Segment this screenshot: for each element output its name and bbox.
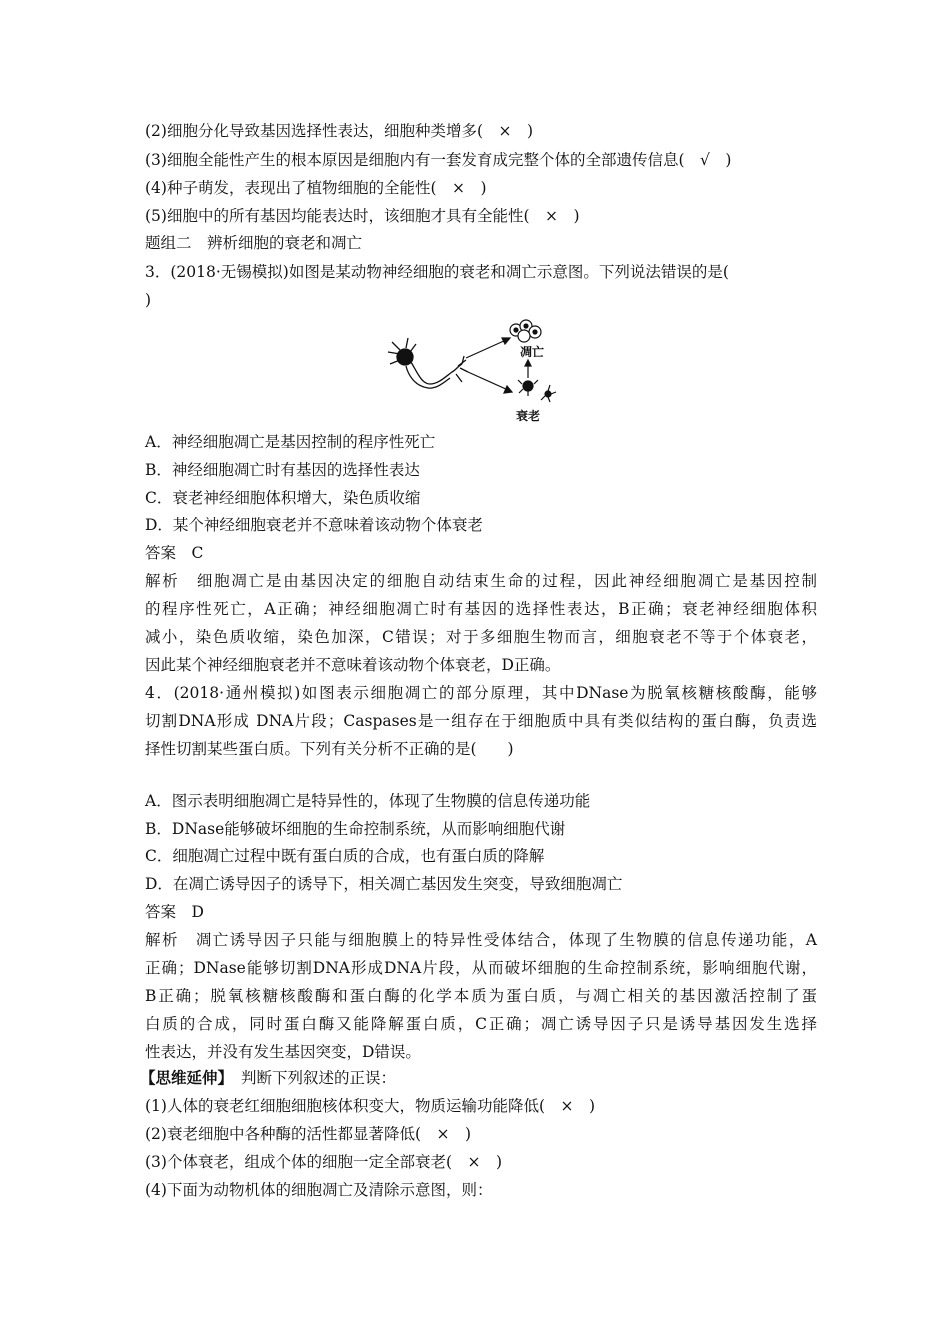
neuron-icon xyxy=(388,338,468,388)
q3-option-a: A．神经细胞凋亡是基因控制的程序性死亡 xyxy=(145,433,436,451)
statement-5: (5)细胞中的所有基因均能表达时，该细胞才具有全能性( × ) xyxy=(145,207,580,225)
q4-analysis-line: 解析 凋亡诱导因子只能与细胞膜上的特异性受体结合，体现了生物膜的信息传递功能，A xyxy=(145,931,817,949)
extension-item-1: (1)人体的衰老红细胞细胞核体积变大，物质运输功能降低( × ) xyxy=(145,1097,596,1115)
q3-analysis-line: 解析 细胞凋亡是由基因决定的细胞自动结束生命的过程，因此神经细胞凋亡是基因控制 xyxy=(145,572,817,590)
q3-answer: 答案 C xyxy=(145,544,204,562)
q3-option-c: C．衰老神经细胞体积增大，染色质收缩 xyxy=(145,489,421,507)
q4-analysis-line: 正确；DNase能够切割DNA形成DNA片段，从而破坏细胞的生命控制系统，影响细胞代谢， xyxy=(145,959,817,977)
q4-option-d: D．在凋亡诱导因子的诱导下，相关凋亡基因发生突变，导致细胞凋亡 xyxy=(145,875,623,893)
extension-intro: 判断下列叙述的正误： xyxy=(241,1069,397,1087)
aged-cell-icon xyxy=(518,380,556,402)
section-heading: 题组二 辨析细胞的衰老和凋亡 xyxy=(145,234,363,252)
extension-item-3: (3)个体衰老，组成个体的细胞一定全部衰老( × ) xyxy=(145,1153,503,1171)
arrow-to-aging xyxy=(468,372,508,390)
q4-answer: 答案 D xyxy=(145,903,204,921)
q3-analysis-line: 因此某个神经细胞衰老并不意味着该动物个体衰老，D正确。 xyxy=(145,656,561,674)
q4-stem-line: 切割DNA形成 DNA片段；Caspases是一组存在于细胞质中具有类似结构的蛋白酶，负责选 xyxy=(145,712,817,730)
q3-option-d: D．某个神经细胞衰老并不意味着该动物个体衰老 xyxy=(145,516,483,534)
q4-stem-line: 择性切割某些蛋白质。下列有关分析不正确的是( ) xyxy=(145,740,514,758)
label-apoptosis: 凋亡 xyxy=(520,345,545,359)
q4-option-c: C．细胞凋亡过程中既有蛋白质的合成，也有蛋白质的降解 xyxy=(145,847,545,865)
q4-analysis-line: 白质的合成，同时蛋白酶又能降解蛋白质，C正确；凋亡诱导因子只是诱导基因发生选择 xyxy=(145,1015,817,1033)
q4-stem-line: 4．(2018·通州模拟)如图表示细胞凋亡的部分原理，其中DNase为脱氧核糖核酸酶，能够 xyxy=(145,684,817,702)
neuron-aging-apoptosis-figure xyxy=(378,314,562,426)
q4-option-b: B．DNase能够破坏细胞的生命控制系统，从而影响细胞代谢 xyxy=(145,820,566,838)
apoptotic-cell-icon xyxy=(510,320,541,342)
q4-analysis-line: B正确；脱氧核糖核酸酶和蛋白酶的化学本质为蛋白质，与凋亡相关的基因激活控制了蛋 xyxy=(145,987,817,1005)
q4-option-a: A．图示表明细胞凋亡是特异性的，体现了生物膜的信息传递功能 xyxy=(145,792,591,810)
q3-stem-bracket: ) xyxy=(145,291,152,309)
q3-analysis-line: 减小，染色质收缩，染色加深，C错误；对于多细胞生物而言，细胞衰老不等于个体衰老， xyxy=(145,628,817,646)
extension-item-4: (4)下面为动物机体的细胞凋亡及清除示意图，则： xyxy=(145,1181,493,1199)
q4-analysis-line: 性表达，并没有发生基因突变，D错误。 xyxy=(145,1043,421,1061)
figure-svg xyxy=(378,314,562,426)
extension-title: 【思维延伸】 xyxy=(140,1068,234,1087)
statement-4: (4)种子萌发，表现出了植物细胞的全能性( × ) xyxy=(145,179,487,197)
q3-option-b: B．神经细胞凋亡时有基因的选择性表达 xyxy=(145,461,420,479)
q3-stem: 3．(2018·无锡模拟)如图是某动物神经细胞的衰老和凋亡示意图。下列说法错误的是( xyxy=(145,263,729,281)
label-aging: 衰老 xyxy=(516,409,541,423)
statement-2: (2)细胞分化导致基因选择性表达，细胞种类增多( × ) xyxy=(145,122,534,140)
arrow-to-apoptosis xyxy=(466,340,506,358)
q3-analysis-line: 的程序性死亡，A正确；神经细胞凋亡时有基因的选择性表达，B正确；衰老神经细胞体积 xyxy=(145,600,817,618)
extension-item-2: (2)衰老细胞中各种酶的活性都显著降低( × ) xyxy=(145,1125,472,1143)
extension-heading xyxy=(140,1068,396,1088)
statement-3: (3)细胞全能性产生的根本原因是细胞内有一套发育成完整个体的全部遗传信息( √ ) xyxy=(145,151,732,169)
